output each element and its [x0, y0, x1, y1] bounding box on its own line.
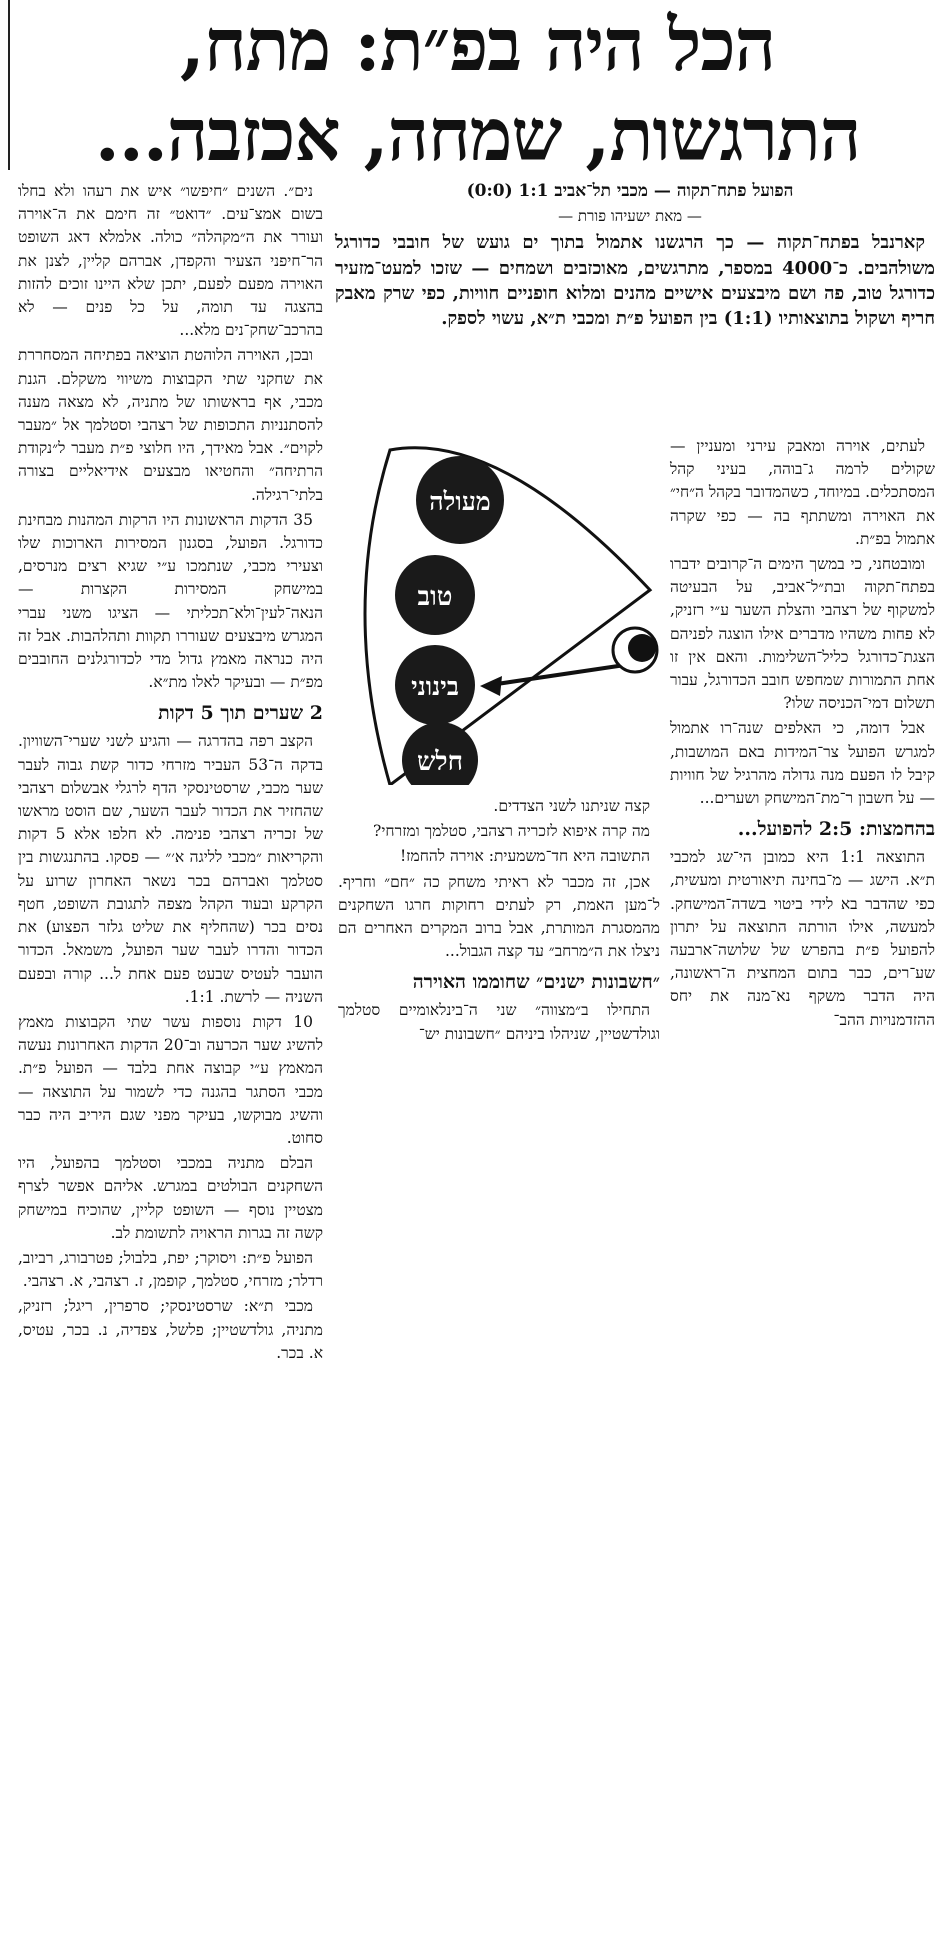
- rating-label: טוב: [417, 582, 453, 612]
- dial-hub-center: [628, 634, 656, 662]
- rating-option: [416, 456, 504, 544]
- rating-label: בינוני: [411, 672, 459, 701]
- paragraph: 35 הדקות הראשונות היו הרקות המהנות מבחינת כדורגל. הפועל, בסגנון המסירות הארוכות שלו וצעירי מכבי, שנתמכו ע״י שגיא רצים מנרסים, במישחק המסירות הקצרות — הנאה־לעין־ולא־תכליתי — הציגו משני עברי המגרש מיבצעים שעוררו תקוות ותהלהבות. אבל זה היה כנראה מאמץ גדול מדי לכדורגלנים החובבים מפ״ת — ובעיקר לאלו מת״א.: [18, 510, 323, 692]
- headline-line-1: הכל היה בפ״ת: מתח,: [179, 2, 776, 87]
- subheading: בהחמצות: 2:5 להפועל...: [737, 818, 935, 841]
- paragraph: התשובה היא חד־משמעית: אוירה להחמז!: [399, 847, 650, 866]
- lineup-maccabi: מכבי ת״א: שרסטינסקי; סרפרין, ריגל; רזניק, מתניה, גולדשטיין; פלשל, צפדיה, נ. בכר, עטיס, א. בכר.: [18, 1297, 323, 1362]
- paragraph: לעתים, אוירה ומאבק עירני ומעניין — שקולים לרמה ג־בוהה, בעיני קהל המסתכלים. במיוחד, כשהמדובר בקהל ה״חי״ את האוירה ומשתתף בה — כפי שקרה אתמול בפ״ת.: [670, 437, 935, 548]
- rating-dial: [350, 440, 660, 785]
- paragraph: מה קרה איפוא לזכריה רצהבי, סטלמך ומזרחי?: [373, 822, 650, 841]
- lead-paragraph: קארנבל בפתח־תקוה — כך הרגשנו אתמול בתוך ים גועש של חובבי כדורגל משולהבים. כ־4000 במספר, מתרגשים, מאוכזבים ושמחים — שזכו למעט־מזעיר כדורגל טוב, פה ושם מיבצעים אישיים מהנים ומלוא חופניים חוויות, כפי שרק מאבק חריף ושקול בתוצאותיו (1:1) בין הפועל פ״ת ומכבי ת״א, עשוי לספק.: [335, 232, 935, 330]
- headline: [20, 0, 935, 180]
- column-rule: [8, 0, 10, 170]
- rating-label: חלש: [417, 747, 463, 777]
- middle-column: [338, 795, 660, 1048]
- paragraph: ומובטחני, כי במשך הימים ה־קרובים ידברו בפתח־תקוה ובת״ל־אביב, על הבעיטה למשקוף של רצהבי והצלת השער ע״י רזניק, לא פחות משהיו מדברים אילו הוצגה לפניהם הצגת־כדורגל כליל־השלימות. והאם אין זו אחת התמורות שמחפש חובב הכדורגל, עבור תשלום דמי־הכניסה שלו?: [670, 555, 935, 713]
- paragraph: נים״. השנים ״חיפשו״ איש את רעהו ולא בחלו בשום אמצ־עים. ״דואט״ זה חימם את ה־אוירה ועורר את ה״מקהלה״ כולה. אלמלא דאג השופט הר־חיפני הצעיר והקפדן, אברהם קליין, לצנן את האוירה מפעם לפעם, יתכן שלא היינו זוכים להזות בהצגה עד תומה, על כל פנים — לא בהרכב־שחק־נים מלא...: [18, 182, 323, 340]
- subheading: ״חשבונות ישנים״ שחוממו האוירה: [412, 971, 660, 994]
- headline-line-2: התרגשות, שמחה, אכזבה...: [94, 92, 861, 177]
- subheading: 2 שערים תוך 5 דקות: [158, 702, 323, 725]
- left-column: [18, 180, 323, 1367]
- paragraph: התחילו ב״מצווה״ שני ה־בינלאומיים סטלמך וגולדשטיין, שניהלו ביניהם ״חשבונות יש־: [338, 1001, 660, 1043]
- lineup-hapoel: הפועל פ״ת: ויסוקר; יפת, בלבול; פטרבורג, רביוב, רדלר; מזרחי, סטלמך, קופמן, ז. רצהבי, א. רצהבי.: [18, 1248, 323, 1291]
- paragraph: התוצאה 1:1 היא כמובן הי־שג למכבי ת״א. הישג — מ־בחינה תיאורטית ומעשית, כפי שהדבר בא לידי ביטוי בשדה־המישחק. למעשה, אילו הורתה התוצאה על יתרון להפועל פ״ת בהפרש של שלושה־ארבעה שע־רים, כבר בתום המחצית ה־ראשונה, היה הדבר משקף נא־מנה את יחס ההזדמנויות ההב־: [670, 848, 935, 1029]
- match-kicker: הפועל פתח־תקוה — מכבי תל־אביב 1:1 (0:0): [466, 181, 794, 201]
- paragraph: אכן, זה מכבר לא ראיתי משחק כה ״חם״ וחריף. ל־מען האמת, רק לעתים רחוקות חרגו השחקנים מהמסגרת המותרת, אבל ברוב המקרים האחרים הם ניצלו את ה״מרחב״ עד קצה הגבול...: [338, 872, 660, 961]
- paragraph: הבלם מתניה במכבי וסטלמך בהפועל, היו השחקנים הבולטים במגרש. אליהם אפשר לצרף מצטיין נוסף — השופט קליין, שהוכיח במישחק קשה זה בגרות הראויה לתשומת לב.: [18, 1154, 323, 1242]
- rating-label: מעולה: [429, 487, 491, 516]
- paragraph: 10 דקות נוספות עשר שתי הקבוצות מאמץ להשיג שער הכרעה וב־20 הדקות האחרונות נעשה המאמץ ע״י קבוצה אחת בלבד — הפועל פ״ת. מכבי הסתגר בהגנה כדי לשמור על התוצאה — והשיג מבוקשו, בעיקר מפני שגם היריב היה כבר סחוט.: [18, 1012, 324, 1147]
- paragraph: ובכן, האוירה הלוהטת הוציאה בפתיחה המסחררת את שחקני שתי הקבוצות משיווי משקלם. הגנת מכבי, אף בראשותו של מתניה, לא מצאה מענה להסתנניות התכופות של רצהבי וסטלמך אל ״מעבר לקוים״. אבל מאידך, היו חלוצי פ״ת מעבר ל״נקודת הרתיחה״ והחטיאו מבצעים אידיאליים בצורה בלתי־רגילה.: [18, 346, 323, 504]
- byline: — מאת ישעיהו פורת —: [558, 207, 702, 226]
- paragraph: הקצב רפה בהדרגה — והגיע לשני שערי־השוויון. בדקה ה־53 העביר מזרחי כדור קשת גבוה לעבר שער מכבי, שרסטינסקי הדף לרגלי אבשלום רצהבי שהחזיר את הכדור לעבר השער, שם הוסט מראשו של זכריה רצהבי פנימה. לא חלפו אלא 5 דקות והקריאות ״מכבי לליגה א׳״ — פסקו. בהתנגשות בין סטלמך ואברהם בכר נשאר האחרון שרוע על הקרקע ובעוד הקהל מצפה לתגובת השופט, חטף נסים בכר (שהחליף את שליט גלזר הפצוע) את הכדור והדרו לעבר שער הפועל, משמאל. הכדור הועבר לעטיס שבעט פעם אחת ל... קורה ובפעם השניה — לרשת. 1:1.: [18, 732, 323, 1006]
- lead-block: [335, 180, 935, 334]
- paragraph: אבל דומה, כי האלפים שנה־רו אתמול למגרש הפועל צר־המידות באם המושבות, קיבל לו הפעם מנה גדולה מהרגיל של חוויות — על חשבון ר־מת־המישחק ושערים...: [670, 719, 935, 808]
- paragraph: קצה שניתנו לשני הצדדים.: [493, 797, 650, 815]
- right-column: [670, 435, 935, 1034]
- rating-option: [395, 645, 475, 725]
- rating-option: [395, 555, 475, 635]
